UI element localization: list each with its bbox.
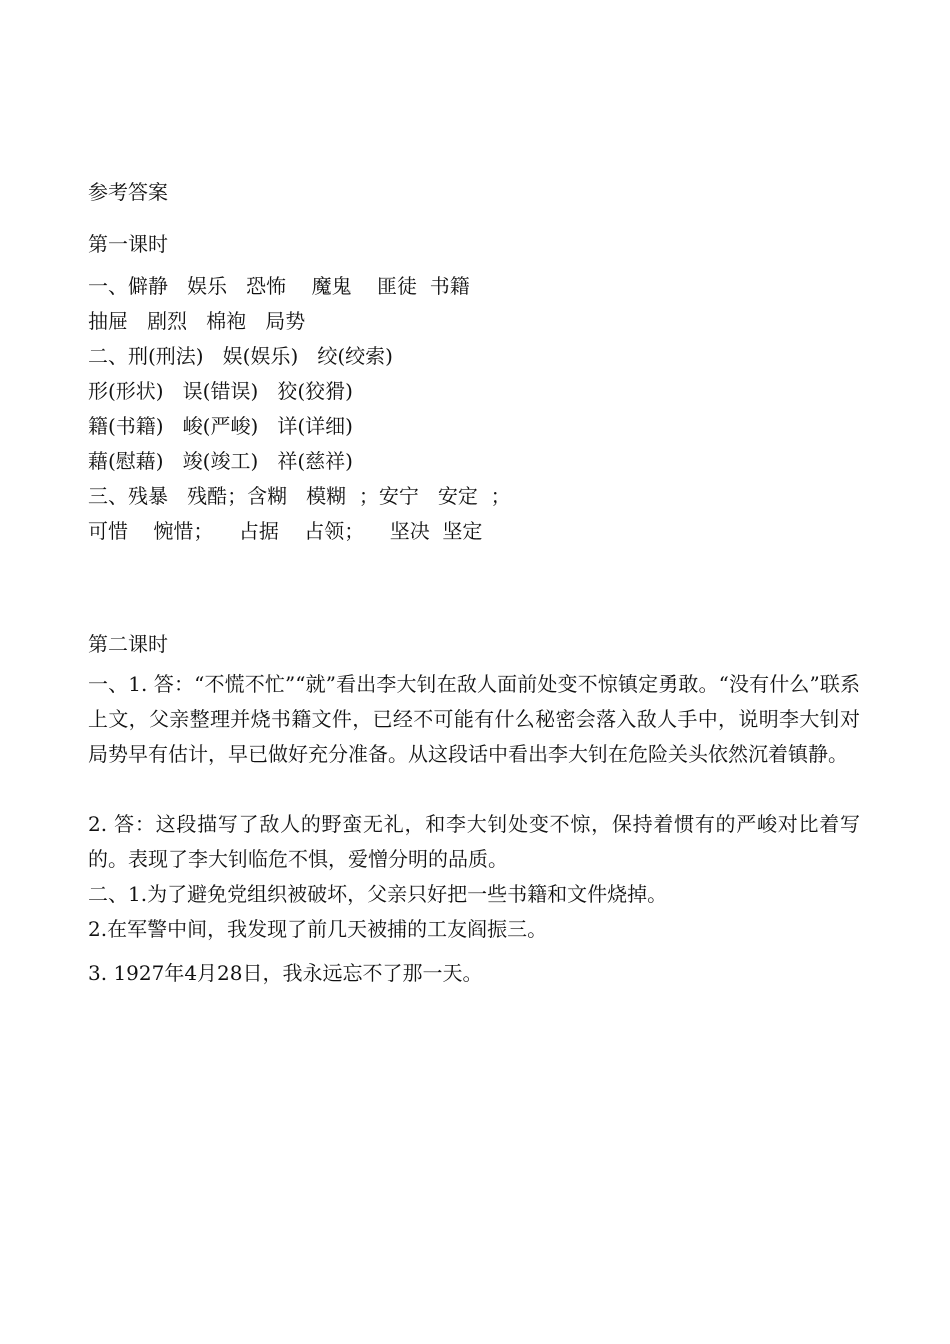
- lesson1-line: 可惜 惋惜； 占据 占领； 坚决 坚定: [88, 519, 483, 543]
- lesson1-line: 籍(书籍) 峻(严峻) 详(详细): [88, 414, 353, 438]
- lesson1-line: 形(形状) 误(错误) 狡(狡猾): [88, 379, 353, 403]
- answer-q1-2: 2. 答：这段描写了敌人的野蛮无礼，和李大钊处变不惊，保持着惯有的严峻对比着写的。表现了李大钊临危不惧，爱憎分明的品质。: [88, 812, 860, 871]
- lesson1-line: 藉(慰藉) 竣(竣工) 祥(慈祥): [88, 449, 353, 473]
- answer-document: [88, 0, 868, 1344]
- lesson1-line: 抽屉 剧烈 棉袍 局势: [88, 309, 306, 333]
- lesson1-heading: 第一课时: [88, 232, 168, 256]
- answer-q2-1: 二、1.为了避免党组织被破坏，父亲只好把一些书籍和文件烧掉。: [88, 882, 668, 906]
- lesson1-line: 三、残暴 残酷；含糊 模糊 ；安宁 安定 ；: [88, 484, 511, 508]
- document-title: 参考答案: [88, 180, 168, 204]
- lesson1-line: 二、刑(刑法) 娱(娱乐) 绞(绞索): [88, 344, 393, 368]
- answer-q2-3: 3. 1927年4月28日，我永远忘不了那一天。: [88, 961, 483, 985]
- answer-q1-1: 一、1. 答：“不慌不忙”“就”看出李大钊在敌人面前处变不惊镇定勇敢。“没有什么”联系上文，父亲整理并烧书籍文件，已经不可能有什么秘密会落入敌人手中，说明李大钊对局势早有估计，早已做好充分准备。从这段话中看出李大钊在危险关头依然沉着镇静。: [88, 672, 860, 766]
- lesson2-heading: 第二课时: [88, 632, 168, 656]
- answer-q2-2: 2.在军警中间，我发现了前几天被捕的工友阎振三。: [88, 917, 548, 941]
- lesson1-line: 一、僻静 娱乐 恐怖 魔鬼 匪徒 书籍: [88, 274, 470, 298]
